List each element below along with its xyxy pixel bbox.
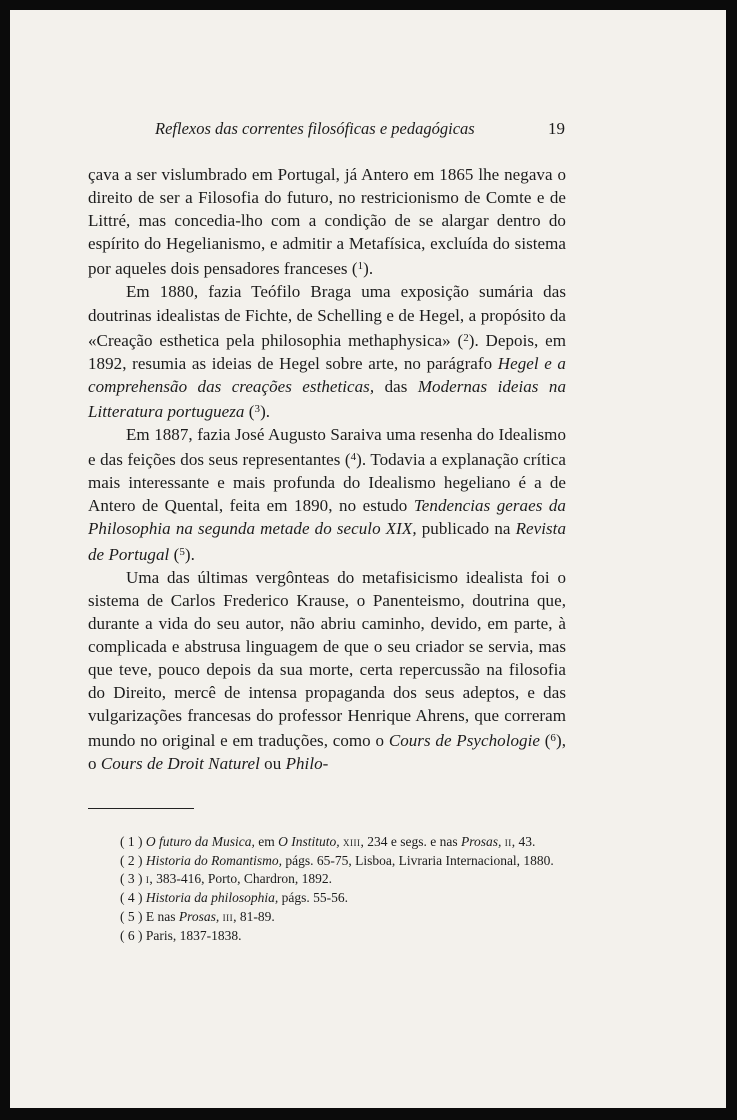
italic-text: Cours de Droit Naturel	[100, 754, 260, 774]
italic-text: Prosas,	[461, 834, 502, 849]
footnote	[88, 927, 566, 946]
text-run: ou	[259, 754, 286, 774]
text-run: ).	[184, 544, 195, 564]
footnotes	[88, 833, 566, 945]
text-run: ( 1 )	[120, 834, 146, 849]
italic-text: Historia da philosophia,	[145, 890, 279, 906]
footnote	[88, 833, 566, 852]
italic-text: Hegel e a comprehensão das creações estheticas,	[88, 353, 566, 396]
text-run: págs. 65-75, Lisboa, Livraria Internacional, 1880.	[282, 852, 554, 868]
text-run: , 234 e segs. e nas	[360, 834, 461, 849]
text-run: Em 1880, fazia Teófilo Braga uma exposição sumária das doutrinas idealistas de Fichte, de Schelling e de Hegel, a propósito da «Creação esthetica pela philosophia methaphysica» (	[88, 282, 566, 350]
text-run: ( 6 ) Paris, 1837-1838.	[120, 927, 242, 943]
footnote-ref: 1	[357, 260, 364, 273]
italic-text: Cours de Psychologie	[388, 731, 540, 751]
text-run: ).	[260, 401, 271, 421]
italic-text: O Instituto,	[278, 834, 340, 849]
italic-text: Modernas ideias na Litteratura portugueza	[88, 376, 566, 421]
text-run: , 43.	[511, 834, 536, 849]
paragraph	[88, 423, 566, 566]
paragraph	[88, 280, 566, 423]
text-run: (	[539, 731, 551, 751]
page-number: 19	[548, 119, 565, 138]
text-run: ).	[363, 259, 374, 279]
text-run: Em 1887, fazia José Augusto Saraiva uma resenha do Idealismo e das feições dos seus representantes (	[88, 425, 566, 470]
text-run: ). Todavia a explanação crítica mais interessante e mais profunda do Idealismo hegeliano é a de Antero de Quental, feita em 1890, no estudo	[88, 450, 566, 516]
roman-numeral: ii	[504, 834, 512, 849]
roman-numeral: iii	[222, 908, 234, 924]
paragraph	[88, 566, 566, 776]
italic-text: O futuro da Musica,	[145, 834, 255, 849]
text-run: Uma das últimas vergônteas do metafisicismo idealista foi o sistema de Carlos Frederico Krause, o Panenteismo, doutrina que, durante a vida do seu autor, não abriu caminho, devido, em parte, à complicada e abstrusa linguagem de que o seu criador se servia, mas que teve, pouco depois da sua morte, certa repercussão na filosofia do Direito, mercê de intensa propaganda dos seus adeptos, e das vulgarizações francesas do professor Henrique Ahrens, que correram mundo no original e em traduções, como o	[88, 567, 566, 751]
text-run: , 383-416, Porto, Chardron, 1892.	[149, 871, 332, 887]
text-run: em	[254, 834, 279, 849]
italic-text: Revista de Portugal	[88, 519, 566, 564]
footnote-divider	[88, 808, 194, 809]
footnote-ref: 2	[463, 331, 469, 344]
footnote	[88, 852, 566, 871]
text-run: (	[244, 401, 255, 421]
text-run: ( 5 ) E nas	[120, 908, 179, 924]
text-run: , 81-89.	[233, 908, 275, 924]
footnote-ref: 5	[179, 545, 185, 558]
running-header	[155, 117, 565, 141]
text-run: ), o	[88, 731, 566, 774]
italic-text: Tendencias geraes da Philosophia na segunda metade do seculo XIX,	[88, 496, 566, 539]
text-run: págs. 55-56.	[278, 890, 349, 906]
text-run: ( 3 )	[120, 871, 146, 887]
text-run: ). Depois, em 1892, resumia as ideias de Hegel sobre arte, no parágrafo	[88, 330, 566, 373]
roman-numeral: xiii	[343, 834, 361, 849]
text-run: ( 2 )	[120, 852, 146, 868]
footnote-ref: 3	[254, 402, 261, 415]
paragraph	[88, 163, 566, 280]
italic-text: Philo-	[285, 754, 329, 774]
italic-text: Historia do Romantismo,	[145, 852, 283, 868]
running-title: Reflexos das correntes filosóficas e pedagógicas	[155, 119, 475, 138]
text-run: (	[169, 544, 180, 564]
text-run: publicado na	[416, 519, 516, 539]
footnote	[88, 889, 566, 908]
body-text	[88, 163, 566, 775]
roman-numeral: i	[145, 871, 150, 887]
text-run: çava a ser vislumbrado em Portugal, já Antero em 1865 lhe negava o direito de ser a Filosofia do futuro, no restricionismo de Comte e de Littré, mas concedia-lho com a condição de se alargar dentro do espírito do Hegelianismo, e admitir a Metafísica, excluída do sistema por aqueles dois pensadores franceses (	[88, 165, 566, 279]
text-run: ( 4 )	[120, 890, 146, 906]
footnote-ref: 4	[350, 451, 357, 464]
italic-text: Prosas,	[178, 908, 220, 924]
book-page	[10, 10, 726, 1108]
footnote-ref: 6	[550, 732, 556, 745]
footnote	[88, 908, 566, 927]
footnote	[88, 870, 566, 889]
text-run: das	[374, 376, 418, 396]
